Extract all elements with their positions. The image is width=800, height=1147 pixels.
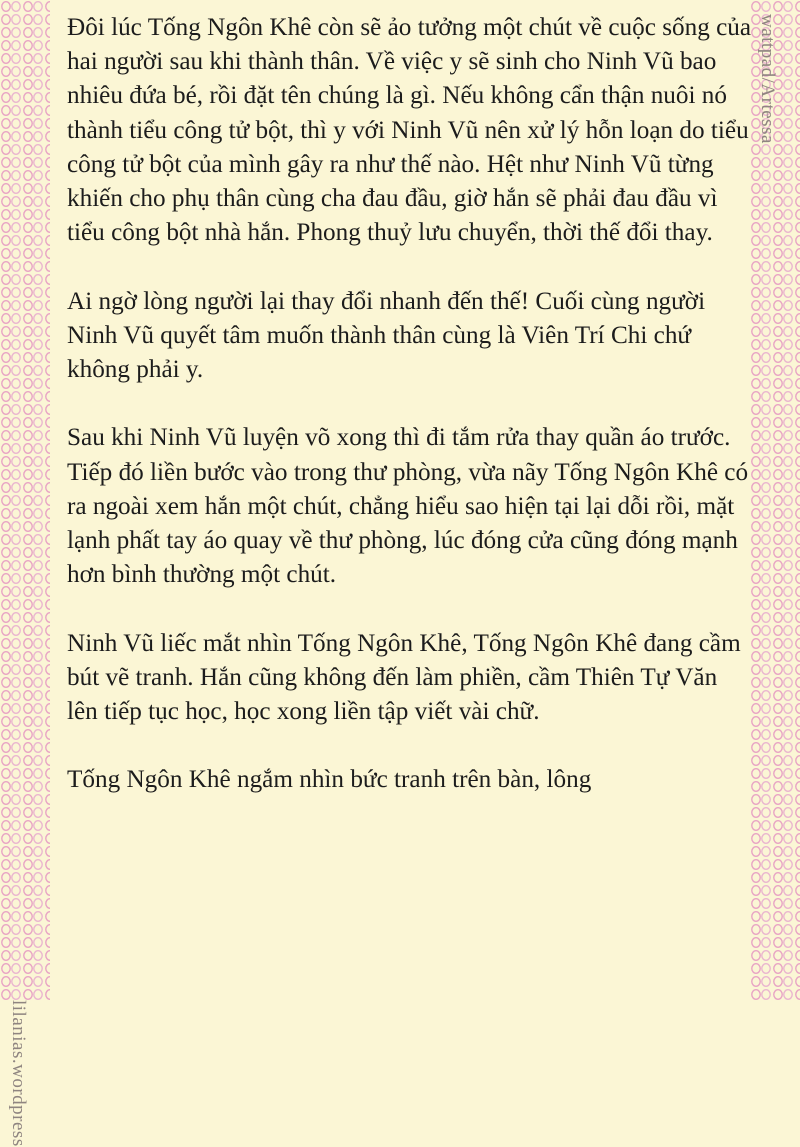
story-text: [67, 11, 752, 832]
paragraph-3: Sau khi Ninh Vũ luyện võ xong thì đi tắm rửa thay quần áo trước. Tiếp đó liền bước vào trong thư phòng, vừa nãy Tống Ngôn Khê có ra ngoài xem hắn một chút, chẳng hiểu sao hiện tại lại dỗi rồi, mặt lạnh phất tay áo quay về thư phòng, lúc đóng cửa cũng đóng mạnh hơn bình thường một chút.: [67, 424, 749, 589]
decorative-border-right: [750, 0, 800, 1000]
paragraph-2: Ai ngờ lòng người lại thay đổi nhanh đến thế! Cuối cùng người Ninh Vũ quyết tâm muốn thành thân cùng là Viên Trí Chi chứ không phải y.: [67, 287, 706, 384]
watermark-right: wattpad/Artessa: [757, 14, 778, 144]
decorative-border-left: [0, 0, 50, 1000]
paragraph-5: Tống Ngôn Khê ngắm nhìn bức tranh trên bàn, lông: [67, 766, 592, 794]
paragraph-4: Ninh Vũ liếc mắt nhìn Tống Ngôn Khê, Tống Ngôn Khê đang cầm bút vẽ tranh. Hắn cũng không đến làm phiền, cầm Thiên Tự Văn lên tiếp tục học, học xong liền tập viết vài chữ.: [67, 629, 741, 726]
watermark-left: lilanias.wordpress: [8, 1000, 29, 1147]
paragraph-1: Đôi lúc Tống Ngôn Khê còn sẽ ảo tưởng một chút về cuộc sống của hai người sau khi thành thân. Về việc y sẽ sinh cho Ninh Vũ bao nhiêu đứa bé, rồi đặt tên chúng là gì. Nếu không cẩn thận nuôi nó thành tiểu công tử bột, thì y với Ninh Vũ nên xử lý hỗn loạn do tiểu công tử bột của mình gây ra như thế nào. Hệt như Ninh Vũ từng khiến cho phụ thân cùng cha đau đầu, giờ hắn sẽ phải đau đầu vì tiểu công bột nhà hắn. Phong thuỷ lưu chuyển, thời thế đổi thay.: [67, 14, 752, 247]
